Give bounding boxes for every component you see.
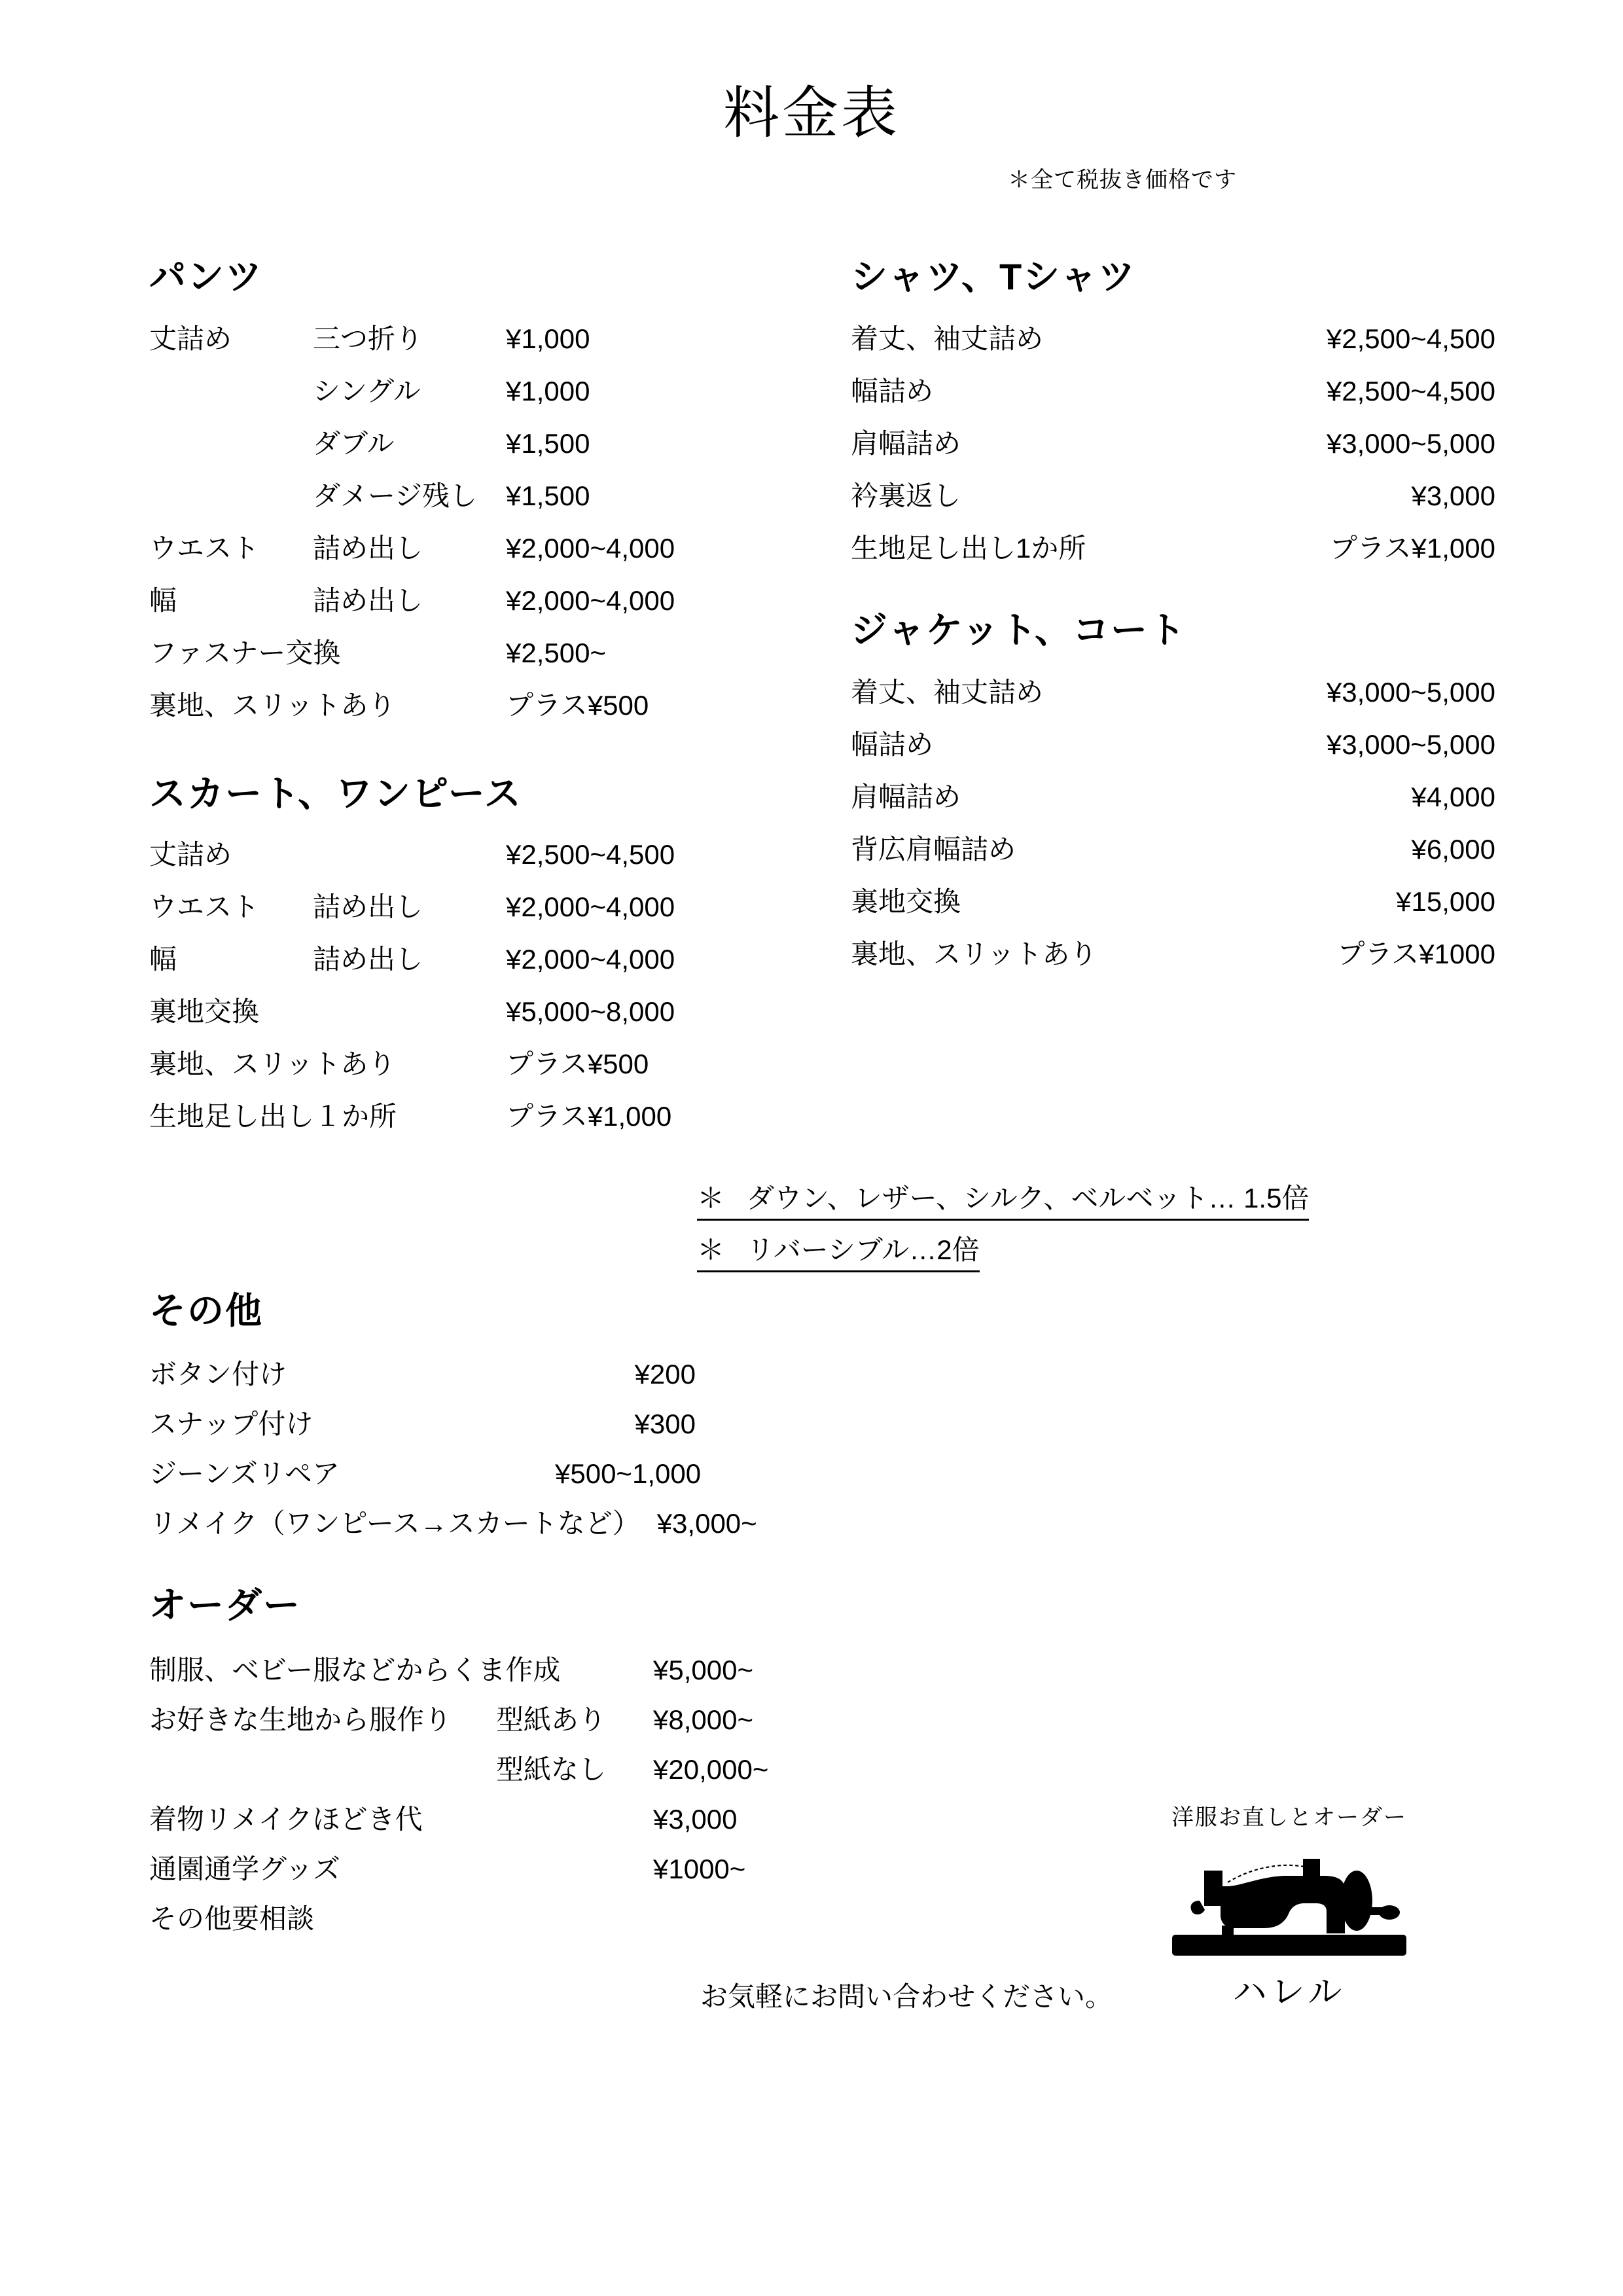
row-item: 衿裏返し: [851, 480, 961, 511]
row-price: ¥6,000: [1411, 834, 1495, 865]
table-row: [149, 535, 781, 587]
row-price: プラス¥500: [506, 1049, 649, 1079]
row-price: ¥3,000~: [656, 1508, 757, 1539]
row-item: 幅: [149, 585, 177, 616]
row-item: ボタン付け: [149, 1359, 287, 1390]
note-star: ＊: [697, 1234, 725, 1265]
table-row: [149, 430, 781, 482]
table-row: [149, 1510, 757, 1560]
row-price: ¥2,000~4,000: [506, 585, 675, 616]
row-sub: 詰め出し: [313, 533, 423, 564]
table-row: [149, 841, 781, 893]
row-item: 肩幅詰め: [851, 428, 961, 459]
section-pants: [149, 256, 781, 744]
row-price: ¥2,500~4,500: [506, 839, 675, 870]
row-sub: 型紙なし: [496, 1754, 607, 1785]
row-item: リメイク（ワンピース→スカートなど）: [149, 1508, 640, 1539]
row-price: ¥1,000: [506, 323, 590, 354]
tax-note: ＊全て税抜き価格です: [1008, 168, 1237, 192]
row-price: ¥3,000~5,000: [1326, 729, 1495, 760]
row-sub: 三つ折り: [313, 323, 423, 354]
jacket-rows: [851, 679, 1495, 993]
row-price: ¥5,000~: [653, 1655, 753, 1685]
row-price: ¥20,000~: [653, 1754, 769, 1785]
row-item: ファスナー交換: [149, 637, 341, 668]
logo-shop-name: ハレル: [1232, 1973, 1346, 2011]
table-row: [851, 941, 1495, 993]
note-line: [697, 1185, 1309, 1221]
row-price: ¥500~1,000: [555, 1458, 702, 1489]
table-row: [851, 783, 1495, 836]
skirt-rows: [149, 841, 781, 1155]
row-item: 裏地、スリットあり: [149, 1049, 396, 1079]
row-price: ¥1,500: [506, 480, 590, 511]
row-price: ¥1000~: [653, 1854, 746, 1884]
row-item: お好きな生地から服作り: [149, 1704, 452, 1735]
table-row: [851, 482, 1495, 535]
section-shirt-tshirt: [851, 256, 1495, 587]
row-price: ¥2,500~4,500: [1326, 323, 1495, 354]
pants-rows: [149, 325, 781, 744]
row-price: プラス¥500: [506, 690, 649, 721]
table-row: [149, 1905, 869, 1955]
row-price: ¥3,000~5,000: [1326, 677, 1495, 708]
row-price: ¥3,000: [653, 1804, 738, 1835]
table-row: [149, 1050, 781, 1103]
row-sub: シングル: [313, 376, 421, 406]
other-rows: [149, 1361, 757, 1560]
row-price: ¥3,000: [1411, 480, 1495, 511]
row-sub: ダメージ残し: [313, 480, 478, 511]
row-item: 肩幅詰め: [851, 781, 961, 812]
table-row: [851, 535, 1495, 587]
row-sub: 型紙あり: [496, 1704, 607, 1735]
table-row: [149, 1756, 869, 1806]
section-title-other: その他: [149, 1290, 263, 1331]
table-row: [851, 430, 1495, 482]
note-star: ＊: [697, 1183, 725, 1213]
table-row: [149, 692, 781, 744]
section-skirt-onepiece: [149, 773, 781, 1155]
row-sub: ダブル: [313, 428, 395, 459]
table-row: [149, 893, 781, 946]
row-price: ¥3,000~5,000: [1326, 428, 1495, 459]
table-row: [149, 378, 781, 430]
page-title: 料金表: [723, 82, 900, 145]
row-price: ¥5,000~8,000: [506, 996, 675, 1027]
row-price: ¥4,000: [1411, 781, 1495, 812]
table-row: [851, 731, 1495, 783]
row-price: ¥1,500: [506, 428, 590, 459]
row-sub: 詰め出し: [313, 891, 423, 922]
row-price: ¥15,000: [1396, 886, 1495, 917]
shirt-rows: [851, 325, 1495, 587]
shop-logo: [1149, 1806, 1430, 2009]
table-row: [149, 1410, 757, 1460]
row-sub: 詰め出し: [313, 585, 423, 616]
row-item: 制服、ベビー服などからくま作成: [149, 1655, 561, 1685]
row-item: 通園通学グッズ: [149, 1854, 340, 1884]
row-price: ¥2,500~4,500: [1326, 376, 1495, 406]
section-title-pants: パンツ: [149, 256, 263, 297]
row-item: 生地足し出し１か所: [149, 1101, 397, 1132]
note-text: ダウン、レザー、シルク、ベルベット… 1.5倍: [747, 1183, 1310, 1213]
section-title-jacket-coat: ジャケット、コート: [851, 609, 1187, 651]
row-item: 着丈、袖丈詰め: [851, 677, 1044, 708]
row-item: 裏地交換: [851, 886, 961, 917]
row-price: ¥200: [634, 1359, 696, 1390]
row-price: ¥1,000: [506, 376, 590, 406]
contact-message: お気軽にお問い合わせください。: [700, 1981, 1113, 2012]
row-item: 裏地、スリットあり: [851, 939, 1097, 969]
row-item: スナップ付け: [149, 1408, 313, 1439]
table-row: [149, 1460, 757, 1510]
sewing-machine-icon: [1149, 1838, 1430, 1969]
table-row: [851, 836, 1495, 888]
row-price: ¥2,000~4,000: [506, 944, 675, 975]
table-row: [149, 998, 781, 1050]
table-row: [851, 378, 1495, 430]
row-price: プラス¥1,000: [1329, 533, 1495, 564]
table-row: [149, 639, 781, 692]
note-line: [697, 1236, 980, 1272]
section-title-shirt-tshirt: シャツ、Tシャツ: [851, 256, 1137, 297]
table-row: [149, 1856, 869, 1905]
row-item: ジーンズリペア: [149, 1458, 340, 1489]
row-item: ウエスト: [149, 891, 260, 922]
table-row: [149, 1706, 869, 1756]
table-row: [149, 325, 781, 378]
table-row: [149, 1103, 781, 1155]
section-other: [149, 1290, 757, 1560]
row-price: ¥2,000~4,000: [506, 533, 675, 564]
row-sub: 詰め出し: [313, 944, 423, 975]
row-item: 幅詰め: [851, 729, 934, 760]
row-item: 着丈、袖丈詰め: [851, 323, 1044, 354]
row-price: ¥300: [634, 1408, 696, 1439]
section-title-order: オーダー: [149, 1585, 301, 1626]
row-price: プラス¥1000: [1337, 939, 1495, 969]
row-item: 丈詰め: [149, 323, 232, 354]
section-order: [149, 1587, 869, 1955]
row-item: 着物リメイクほどき代: [149, 1804, 423, 1835]
row-item: その他要相談: [149, 1903, 315, 1934]
row-item: 生地足し出し1か所: [851, 533, 1086, 564]
table-row: [851, 325, 1495, 378]
row-item: 裏地、スリットあり: [149, 690, 396, 721]
table-row: [149, 587, 781, 639]
surcharge-notes: [697, 1185, 1309, 1288]
row-item: 幅: [149, 944, 177, 975]
table-row: [149, 1806, 869, 1856]
row-price: ¥2,500~: [506, 637, 606, 668]
table-row: [851, 679, 1495, 731]
logo-tagline: 洋服お直しとオーダー: [1171, 1805, 1407, 1830]
table-row: [149, 1657, 869, 1706]
row-item: 裏地交換: [149, 996, 260, 1027]
row-item: ウエスト: [149, 533, 260, 564]
note-text: リバーシブル…2倍: [747, 1234, 980, 1265]
table-row: [851, 888, 1495, 941]
row-item: 丈詰め: [149, 839, 232, 870]
row-price: ¥8,000~: [653, 1704, 753, 1735]
order-rows: [149, 1657, 869, 1955]
row-item: 背広肩幅詰め: [851, 834, 1016, 865]
table-row: [149, 482, 781, 535]
section-title-skirt-onepiece: スカート、ワンピース: [149, 773, 522, 814]
table-row: [149, 1361, 757, 1410]
row-price: ¥2,000~4,000: [506, 891, 675, 922]
section-jacket-coat: [851, 609, 1495, 993]
row-price: プラス¥1,000: [506, 1101, 672, 1132]
row-item: 幅詰め: [851, 376, 934, 406]
table-row: [149, 946, 781, 998]
